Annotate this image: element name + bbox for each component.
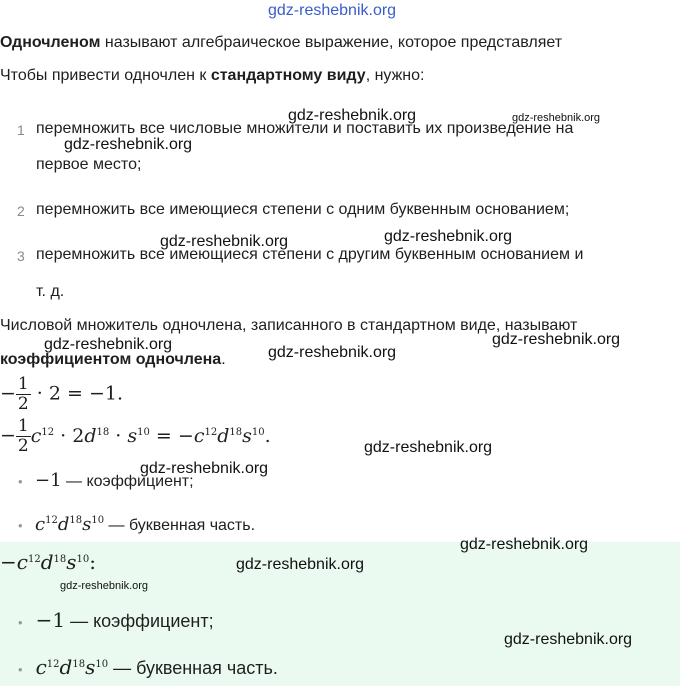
watermark: gdz-reshebnik.org [64,136,193,153]
answer-coefficient-label: — коэффициент; [65,611,214,631]
calc2-denominator: 2 [17,436,29,456]
step-number-2: 2 [17,203,25,219]
calc2-numerator: 1 [17,416,29,436]
bullet-coefficient-label: — коэффициент; [61,473,194,490]
watermark: gdz-reshebnik.org [160,233,289,250]
watermark: gdz-reshebnik.org [44,336,173,353]
bullet-letter-part [18,514,255,535]
answer-colon: : [89,550,96,574]
bullet-letter-part-label: — буквенная часть. [104,517,256,534]
watermark: gdz-reshebnik.org [364,439,493,456]
watermark-top: gdz-reshebnik.org [268,2,397,19]
calc2-minus: − [0,424,16,447]
watermark: gdz-reshebnik.org [236,556,365,573]
watermark: gdz-reshebnik.org [504,631,633,648]
watermark: gdz-reshebnik.org [492,331,621,348]
coefficient-value: −1 [35,470,62,491]
bullet-dot: • [18,662,23,677]
step-text-1-cont: первое место; [36,156,142,173]
answer-coefficient-value: −1 [35,608,66,632]
watermark: gdz-reshebnik.org [384,228,513,245]
step-text-1: перемножить все числовые множители и поставить их произведение на [36,120,574,137]
calc1-fraction [16,376,31,413]
calc2-expression: $c^{12} \cdot 2d^{18} \cdot s^{10} = -c^{12}d^{18}s^{10}$. [30,424,271,447]
step-number-3: 3 [17,248,25,264]
calc1-denominator: 2 [17,394,29,414]
watermark: gdz-reshebnik.org [140,460,269,477]
intro-line-1-text: называют алгебраическое выражение, которое представляет [100,34,563,51]
step-text-2: перемножить все имеющиеся степени с одним буквенным основанием; [36,201,570,218]
term-monomial: Одночленом [0,34,101,51]
calc1-rest: · 2 = −1. [30,382,124,405]
step-text-3: перемножить все имеющиеся степени с другим буквенным основанием и [36,246,584,263]
answer-bullet-letter-part [18,655,278,679]
calc-line-1 [0,376,123,413]
bullet-dot: • [18,615,23,630]
calc1-minus: − [0,382,16,405]
intro-line-2 [0,67,424,85]
watermark: gdz-reshebnik.org [512,112,601,124]
step-text-3-cont: т. д. [36,283,65,300]
calc1-numerator: 1 [17,374,29,394]
term-standard-form: стандартному виду [210,67,366,84]
definition-end: . [221,351,226,368]
answer-letter-part-value: $c^{12}d^{18}s^{10}$ [35,655,109,679]
answer-letter-part-label: — буквенная часть. [108,658,278,678]
bullet-dot: • [18,518,23,533]
calc2-fraction [16,418,31,455]
definition-line-1: Числовой множитель одночлена, записанного в стандартном виде, называют [0,317,578,334]
step-number-1: 1 [17,122,25,138]
intro-line-2-post: , нужно: [365,67,425,84]
watermark: gdz-reshebnik.org [268,344,397,361]
watermark: gdz-reshebnik.org [460,536,589,553]
intro-line-1 [0,34,562,52]
calc-line-2 [0,418,271,455]
bullet-dot: • [18,474,23,489]
watermark: gdz-reshebnik.org [288,107,417,124]
intro-line-2-pre: Чтобы привести одночлен к [0,67,211,84]
answer-expression: $-c^{12}d^{18}s^{10}$: [0,550,96,574]
term-coefficient: коэффициентом одночлена [0,351,222,368]
watermark: gdz-reshebnik.org [60,580,149,592]
answer-bullet-coefficient [18,608,214,632]
letter-part-value: $c^{12}d^{18}s^{10}$ [35,514,105,535]
